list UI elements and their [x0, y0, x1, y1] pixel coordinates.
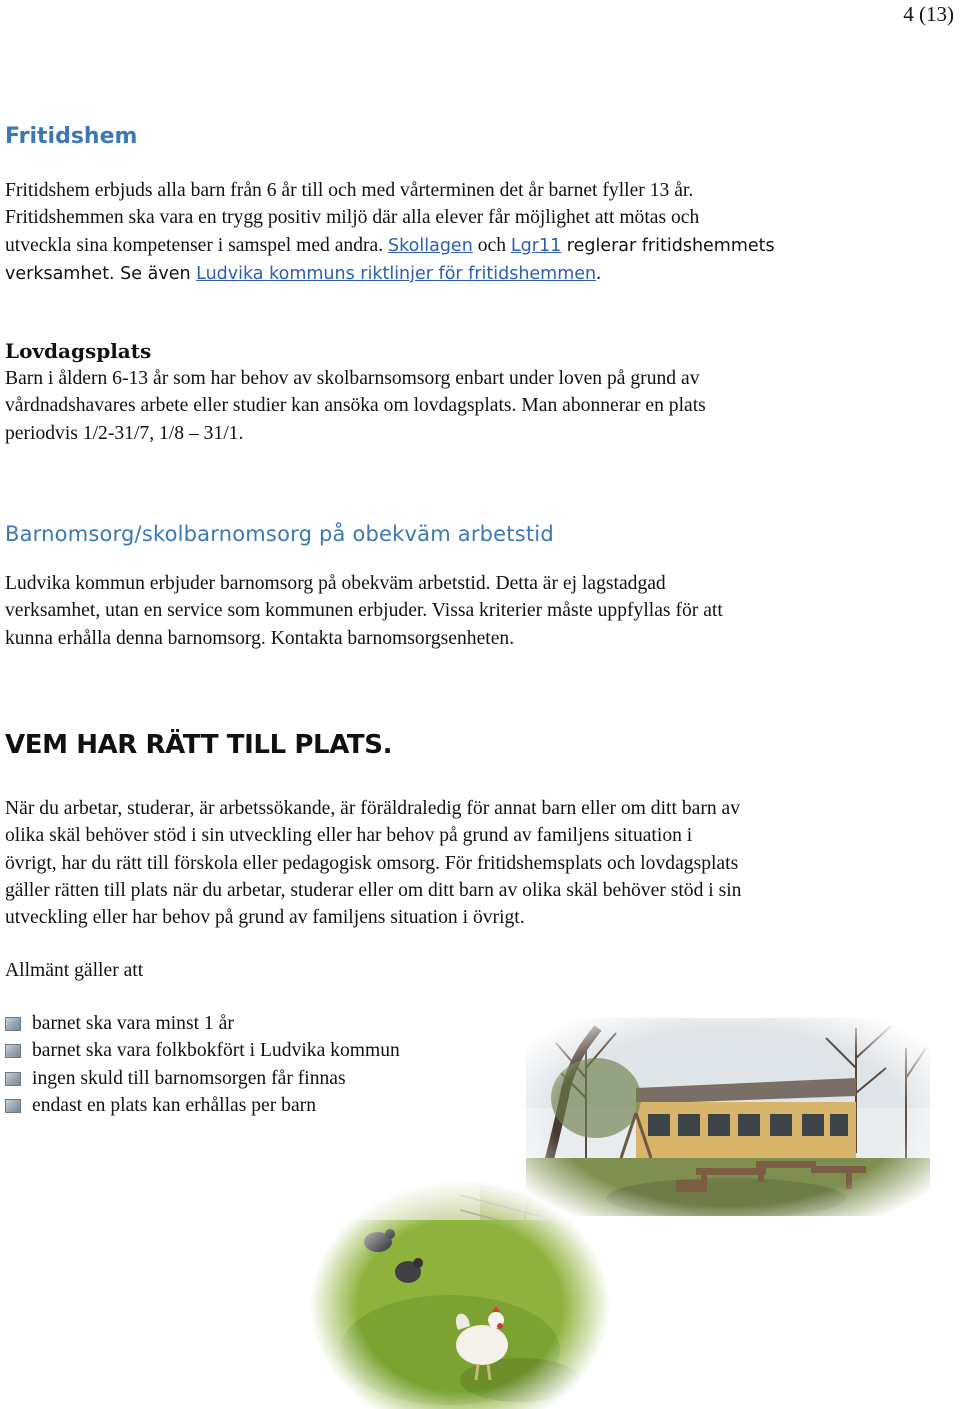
list-item — [5, 1010, 400, 1037]
square-bullet-icon — [5, 1099, 21, 1113]
allmant-intro: Allmänt gäller att — [5, 960, 144, 981]
square-bullet-icon — [5, 1044, 21, 1058]
text-line: vårdnadshavares arbete eller studier kan ansöka om lovdagsplats. Man abonnerar en plats — [5, 395, 706, 417]
text-line: Fritidshemmen ska vara en trygg positiv miljö där alla elever får möjlighet att mötas och — [5, 207, 700, 229]
list-item — [5, 1092, 400, 1119]
text-line: Fritidshem erbjuds alla barn från 6 år till och med vårterminen det år barnet fyller 13 år. — [5, 180, 694, 201]
list-item-text: barnet ska vara folkbokfört i Ludvika kommun — [32, 1040, 400, 1062]
list-item — [5, 1037, 400, 1064]
list-item-text: barnet ska vara minst 1 år — [32, 1013, 234, 1034]
chickens-photo — [310, 1180, 610, 1409]
heading-vem-har-ratt: VEM HAR RÄTT TILL PLATS. — [5, 730, 393, 760]
text-line — [5, 232, 935, 260]
list-item — [5, 1065, 400, 1092]
text-line: kunna erhålla denna barnomsorg. Kontakta barnomsorgsenheten. — [5, 627, 515, 649]
text-fragment: reglerar fritidshemmets — [561, 235, 775, 256]
square-bullet-icon — [5, 1072, 21, 1086]
fritidshem-paragraph — [5, 177, 935, 288]
heading-obekvam-arbetstid: Barnomsorg/skolbarnomsorg på obekväm arbetstid — [5, 522, 554, 546]
lovdagsplats-paragraph — [5, 365, 935, 447]
vem-paragraph — [5, 795, 935, 931]
square-bullet-icon — [5, 1017, 21, 1031]
text-line: olika skäl behöver stöd i sin utveckling eller har behov på grund av familjens situation i — [5, 825, 693, 847]
text-fragment: och — [472, 234, 511, 256]
list-item-text: ingen skuld till barnomsorgen får finnas — [32, 1067, 346, 1089]
heading-lovdagsplats: Lovdagsplats — [5, 339, 152, 363]
rules-list — [5, 1010, 400, 1119]
text-line: övrigt, har du rätt till förskola eller pedagogisk omsorg. För fritidshemsplats och lovdagsplats — [5, 852, 739, 874]
text-line: verksamhet, utan en service som kommunen erbjuder. Vissa kriterier måste uppfyllas för att — [5, 600, 723, 622]
link-riktlinjer-fritidshem[interactable]: Ludvika kommuns riktlinjer för fritidshemmen — [196, 263, 597, 284]
text-fragment: verksamhet. Se även — [5, 263, 197, 284]
link-skollagen[interactable]: Skollagen — [388, 235, 473, 256]
text-line: Barn i åldern 6-13 år som har behov av skolbarnsomsorg enbart under loven på grund av — [5, 368, 700, 389]
text-fragment: utveckla sina kompetenser i samspel med andra. — [5, 234, 389, 256]
page-number: 4 (13) — [903, 2, 954, 26]
list-item-text: endast en plats kan erhållas per barn — [32, 1094, 316, 1116]
text-line: utveckling eller har behov på grund av familjens situation i övrigt. — [5, 907, 525, 929]
obekvam-paragraph — [5, 570, 935, 652]
text-fragment: . — [596, 262, 602, 284]
text-line: När du arbetar, studerar, är arbetssökande, är föräldraledig för annat barn eller om ditt barn av — [5, 798, 741, 819]
text-line: periodvis 1/2-31/7, 1/8 – 31/1. — [5, 422, 244, 444]
heading-fritidshem: Fritidshem — [5, 124, 138, 149]
text-line: gäller rätten till plats när du arbetar, studerar eller om ditt barn av olika skäl behöver stöd i sin — [5, 879, 742, 901]
text-line — [5, 260, 935, 288]
link-lgr11[interactable]: Lgr11 — [510, 235, 562, 256]
text-line: Ludvika kommun erbjuder barnomsorg på obekväm arbetstid. Detta är ej lagstadgad — [5, 573, 666, 594]
